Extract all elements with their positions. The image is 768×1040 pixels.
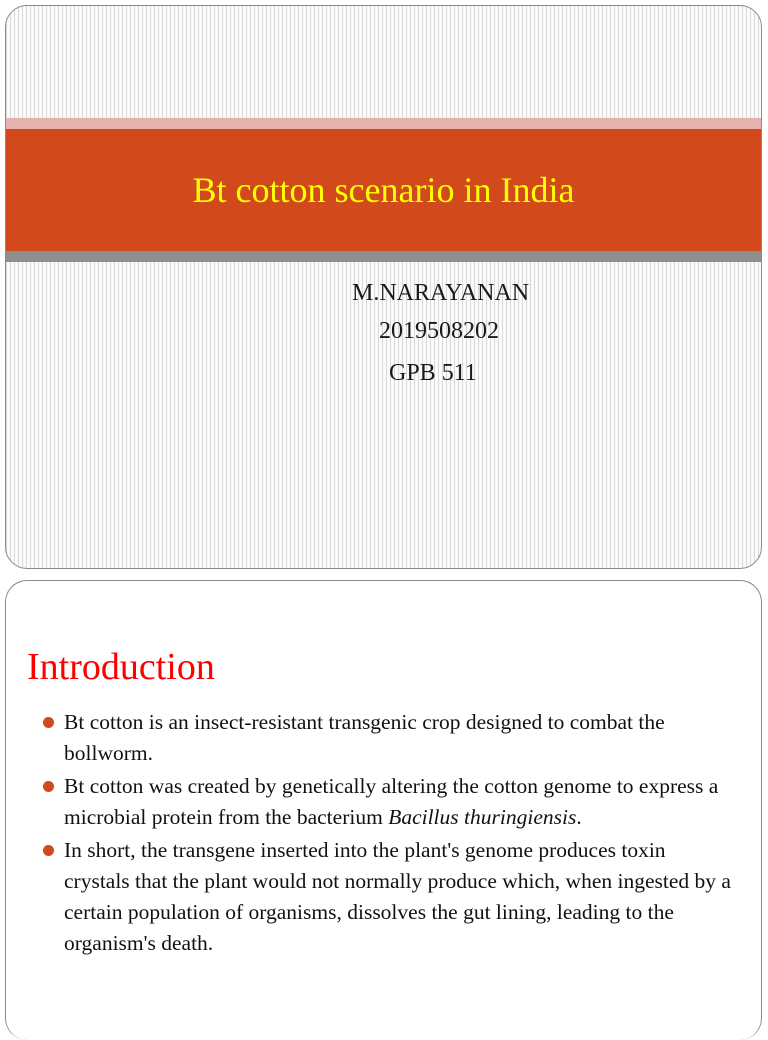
bullet-text-end: . — [576, 805, 582, 829]
slide-heading: Introduction — [27, 646, 215, 688]
bullet-list — [43, 707, 733, 961]
bullet-text: Bt cotton is an insect-resistant transgenic crop designed to combat the bollworm. — [64, 710, 665, 765]
course-code: GPB 511 — [389, 360, 477, 386]
bullet-text: Bt cotton was created by genetically altering the cotton genome to express a microbial protein from the bacterium — [64, 774, 719, 829]
bullet-dot-icon — [43, 781, 54, 792]
introduction-slide — [5, 580, 762, 1040]
bullet-item — [43, 771, 733, 833]
title-band-top-stripe — [6, 118, 761, 129]
bullet-text: In short, the transgene inserted into the plant's genome produces toxin crystals that the plant would not normally produce which, when ingested by a certain population of organisms, dissolves the gut lining, leading to the organism's death. — [64, 838, 731, 955]
title-slide — [5, 5, 762, 569]
bullet-item — [43, 707, 733, 769]
title-band-bottom-stripe — [6, 251, 761, 262]
bullet-dot-icon — [43, 717, 54, 728]
slide-title: Bt cotton scenario in India — [192, 170, 575, 210]
bullet-item — [43, 835, 733, 959]
author-name: M.NARAYANAN — [352, 280, 530, 306]
student-id-number: 2019508202 — [379, 318, 499, 344]
bullet-dot-icon — [43, 845, 54, 856]
species-name: Bacillus thuringiensis — [388, 805, 577, 829]
